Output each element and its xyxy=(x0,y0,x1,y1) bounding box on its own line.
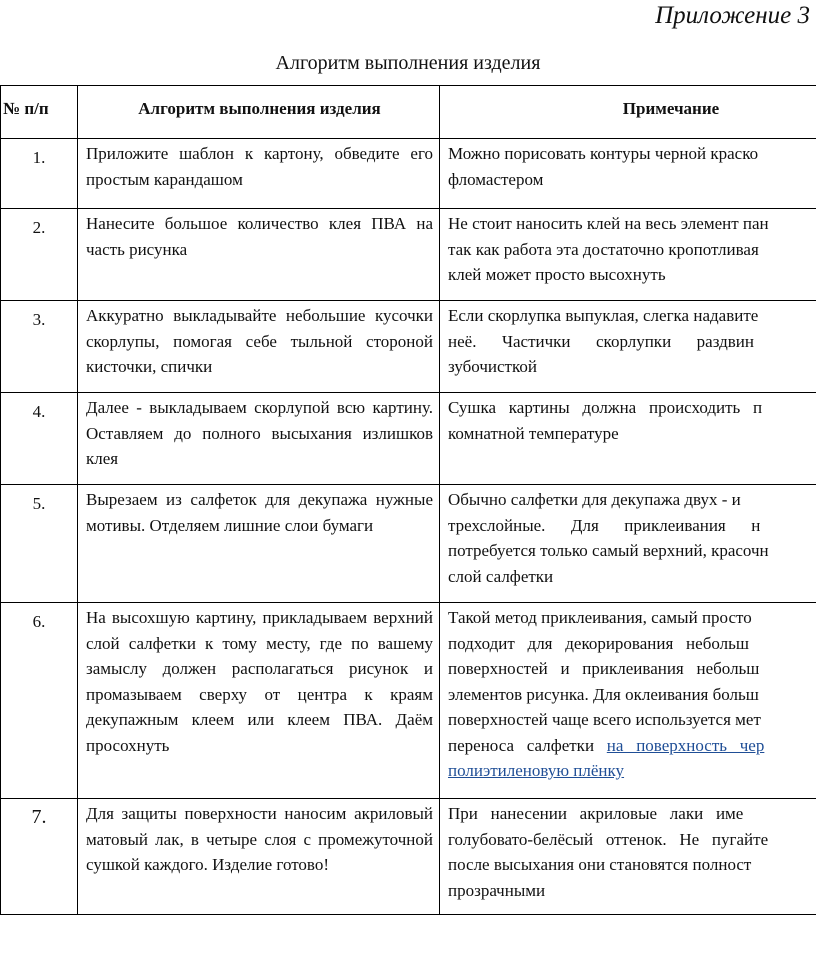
note-line: подходит для декорирования небольш xyxy=(448,633,749,653)
note-line xyxy=(448,733,816,759)
note-link[interactable]: полиэтиленовую плёнку xyxy=(448,761,625,780)
row-note xyxy=(440,603,816,799)
note-line: Такой метод приклеивания, самый просто xyxy=(448,608,752,627)
row-step: На высохшую картину, прикладываем верхний слой салфетки к тому месту, где по вашему замыслу должен располагаться рисунок и промазываем сверху от центра к краям декупажным клеем или клеем ПВА. Даём просохнуть xyxy=(78,603,440,799)
header-number: № п/п xyxy=(1,86,78,139)
note-line: Если скорлупка выпуклая, слегка надавите xyxy=(448,306,759,325)
note-line: неё. Частички скорлупки раздвин xyxy=(448,331,754,351)
row-note xyxy=(440,393,816,485)
row-step: Для защиты поверхности наносим акриловый матовый лак, в четыре слоя с промежуточной сушкой каждого. Изделие готово! xyxy=(78,799,440,915)
row-number: 3. xyxy=(1,301,78,393)
row-step: Вырезаем из салфеток для декупажа нужные мотивы. Отделяем лишние слои бумаги xyxy=(78,485,440,603)
header-algorithm: Алгоритм выполнения изделия xyxy=(78,86,440,139)
row-note xyxy=(440,209,816,301)
row-note xyxy=(440,301,816,393)
note-line: Сушка картины должна происходить п xyxy=(448,398,763,417)
note-line: При нанесении акриловые лаки име xyxy=(448,804,744,823)
algorithm-table xyxy=(0,85,816,915)
row-step: Нанесите большое количество клея ПВА на часть рисунка xyxy=(78,209,440,301)
note-line: так как работа эта достаточно кропотливая xyxy=(448,239,759,259)
note-line: Можно порисовать контуры черной краско xyxy=(448,144,759,163)
note-line: Обычно салфетки для декупажа двух - и xyxy=(448,490,741,509)
table-row xyxy=(1,799,816,915)
note-line: потребуется только самый верхний, красочн xyxy=(448,541,769,560)
note-line: Не стоит наносить клей на весь элемент пан xyxy=(448,214,769,233)
table-row xyxy=(1,393,816,485)
row-note xyxy=(440,799,816,915)
table-row xyxy=(1,139,816,209)
note-line: слой салфетки xyxy=(448,566,554,586)
table-row xyxy=(1,209,816,301)
note-line: клей может просто высохнуть xyxy=(448,265,666,284)
note-text: переноса салфетки xyxy=(448,735,607,755)
table-row xyxy=(1,603,816,799)
note-line xyxy=(448,758,816,784)
note-line: поверхностей чаще всего используется мет xyxy=(448,710,761,729)
document-title: Алгоритм выполнения изделия xyxy=(275,52,541,74)
note-line: элементов рисунка. Для оклеивания больш xyxy=(448,684,759,704)
row-note xyxy=(440,485,816,603)
note-line: прозрачными xyxy=(448,880,546,900)
note-line: после высыхания они становятся полност xyxy=(448,855,752,874)
note-line: трехслойные. Для приклеивания н xyxy=(448,515,761,535)
note-line: голубовато-белёсый оттенок. Не пугайте xyxy=(448,829,769,849)
row-number: 6. xyxy=(1,603,78,799)
row-number: 5. xyxy=(1,485,78,603)
algorithm-table-wrapper xyxy=(0,85,816,915)
note-link[interactable]: на поверхность чер xyxy=(606,735,765,755)
row-step: Приложите шаблон к картону, обведите его простым карандашом xyxy=(78,139,440,209)
row-step: Аккуратно выкладывайте небольшие кусочки скорлупы, помогая себе тыльной стороной кисточки, спички xyxy=(78,301,440,393)
note-line: комнатной температуре xyxy=(448,423,619,443)
table-header-row xyxy=(1,86,816,139)
appendix-label: Приложение 3 xyxy=(655,2,810,29)
row-number: 1. xyxy=(1,139,78,209)
note-line: зубочисткой xyxy=(448,357,537,376)
row-number: 2. xyxy=(1,209,78,301)
note-line: фломастером xyxy=(448,169,544,189)
row-step: Далее - выкладываем скорлупой всю картину. Оставляем до полного высыхания излишков клея xyxy=(78,393,440,485)
row-number: 7. xyxy=(1,799,78,915)
row-note xyxy=(440,139,816,209)
row-number: 4. xyxy=(1,393,78,485)
table-row xyxy=(1,485,816,603)
table-row xyxy=(1,301,816,393)
header-note: Примечание xyxy=(440,86,816,139)
note-line: поверхностей и приклеивания небольш xyxy=(448,659,760,678)
